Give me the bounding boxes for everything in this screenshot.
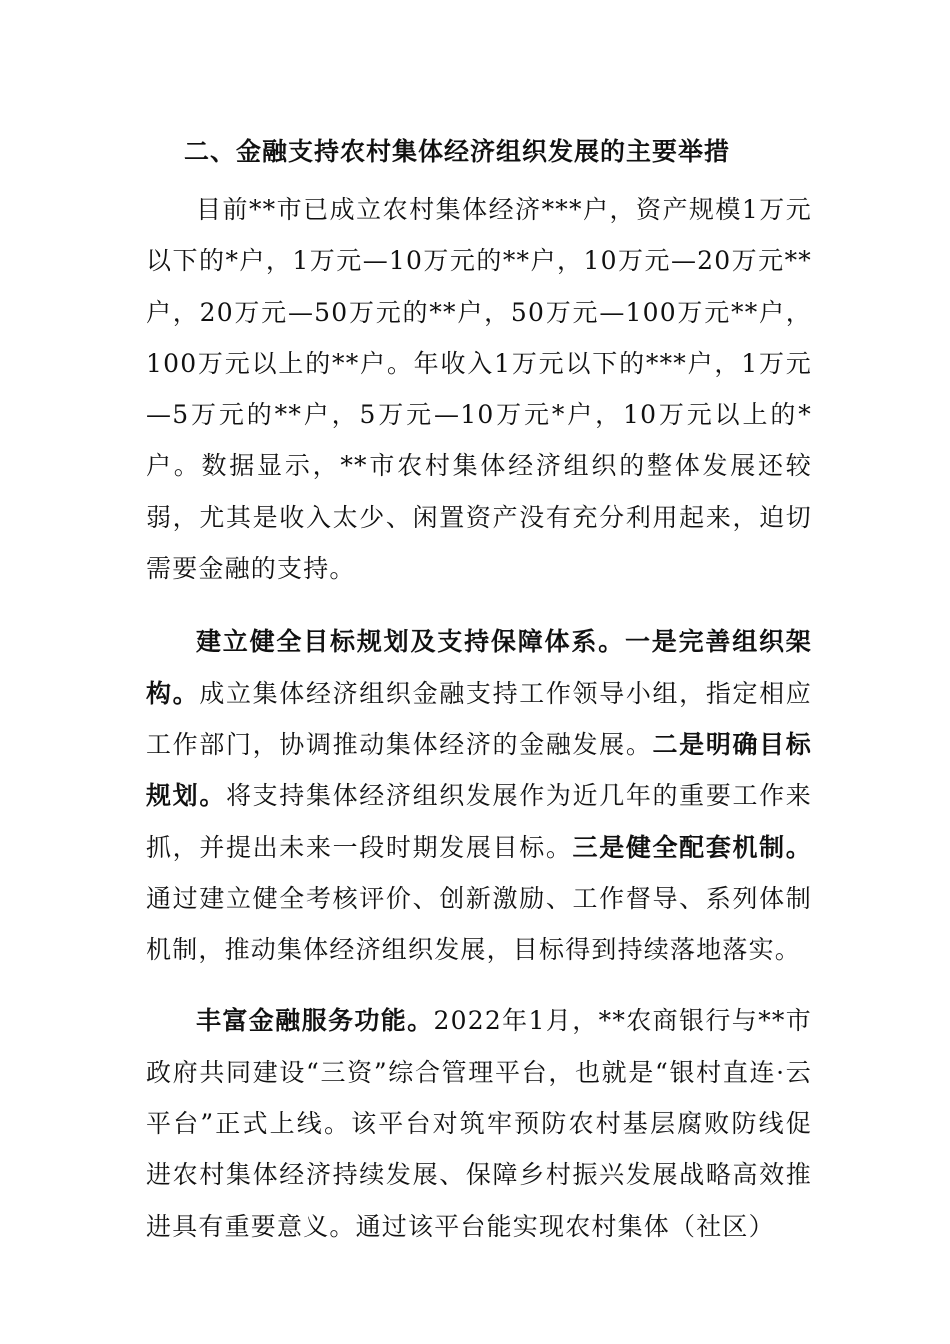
paragraph-current-status: 目前**市已成立农村集体经济***户，资产规模1万元以下的*户，1万元—10万元的**户，10万元—20万元**户，20万元—50万元的**户，50万元—100万元**户，100万元以上的**户。年收入1万元以下的***户，1万元—5万元的**户，5万元—10万元*户，10万元以上的*户。数据显示，**市农村集体经济组织的整体发展还较弱，尤其是收入太少、闲置资产没有充分利用起来，迫切需要金融的支持。	[146, 195, 812, 584]
point-text: 成立集体经济组织金融支持工作领导小组，指定相应工作部门，协调推动集体经济的金融发展。	[146, 678, 812, 759]
point-text: 将支持集体经济组织发展作为近几年的重要工作来抓，并提出未来一段时期发展目标。	[146, 781, 812, 862]
paragraph-target-planning	[146, 616, 812, 975]
point-text: 通过建立健全考核评价、创新激励、工作督导、系列体制机制，推动集体经济组织发展，目标得到持续落地落实。	[146, 883, 812, 965]
document-body	[146, 128, 812, 1252]
paragraph-lead: 建立健全目标规划及支持保障体系。	[196, 627, 625, 657]
point-title: 三是健全配套机制。	[572, 832, 812, 862]
point-title: 一是完善组织架构。	[146, 627, 813, 708]
paragraph-financial-services	[146, 995, 812, 1251]
point-title: 二是明确目标规划。	[146, 729, 812, 811]
section-heading: 二、金融支持农村集体经济组织发展的主要举措	[184, 137, 731, 166]
paragraph-lead: 丰富金融服务功能。	[196, 1006, 434, 1036]
paragraph-text: 2022年1月，**农商银行与**市政府共同建设“三资”综合管理平台，也就是“银村直连·云平台”正式上线。该平台对筑牢预防农村基层腐败防线促进农村集体经济持续发展、保障乡村振兴发展战略高效推进具有重要意义。通过该平台能实现农村集体（社区）	[146, 1006, 812, 1241]
